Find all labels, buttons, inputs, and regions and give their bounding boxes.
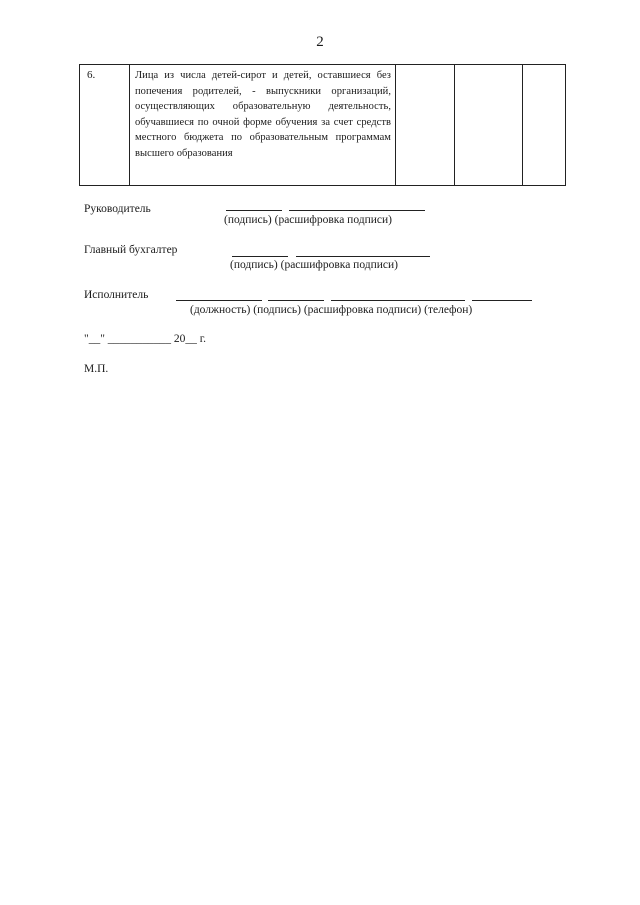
accountant-captions: (подпись) (расшифровка подписи) [230,259,399,271]
date-line: "__" ___________ 20__ г. [84,333,207,345]
data-table [79,64,566,186]
page-number: 2 [316,34,324,50]
executor-captions: (должность) (подпись) (расшифровка подписи) (телефон) [190,304,473,316]
seal-mark: М.П. [84,363,109,375]
head-name-line [289,210,425,211]
executor-phone-line [472,300,532,301]
row-description-cell [130,65,396,186]
row-number: 6. [80,65,130,186]
executor-name-line [331,300,465,301]
executor-position-line [176,300,262,301]
accountant-signature-line [232,256,288,257]
accountant-label: Главный бухгалтер [84,244,178,256]
executor-signature-line [268,300,324,301]
head-label: Руководитель [84,203,151,215]
value-cell [455,65,523,186]
head-signature-line [226,210,282,211]
table-row [80,65,566,186]
accountant-name-line [296,256,430,257]
value-cell [396,65,455,186]
executor-label: Исполнитель [84,289,149,301]
value-cell [523,65,566,186]
row-description: Лица из числа детей-сирот и детей, оставшиеся без попечения родителей, - выпускники организаций, осуществляющих образовательную деятельность, обучавшиеся по очной форме обучения за счет средств местного бюджета по образовательным программам высшего образования [135,70,391,159]
head-captions: (подпись) (расшифровка подписи) [224,214,393,226]
